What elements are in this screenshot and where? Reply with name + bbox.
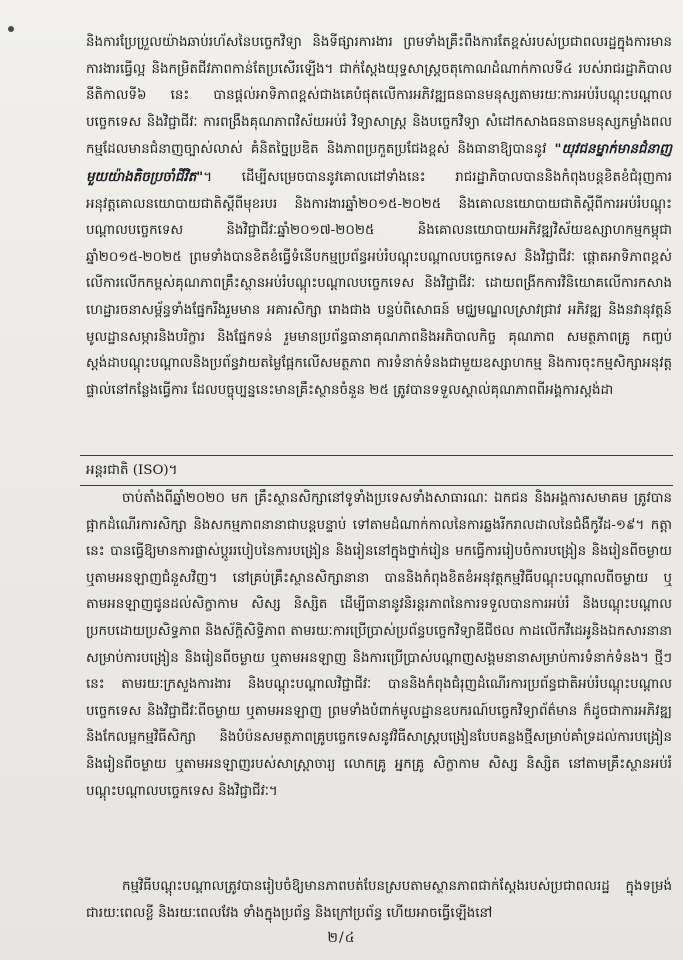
page-number: ២/៤: [327, 930, 356, 946]
fold-line-upper: [80, 455, 673, 456]
paragraph-2: [86, 486, 672, 805]
paragraph-1-emphasis: "យុវជនម្នាក់មានជំនាញមួយយ៉ាងតិចប្រចាំជីវិត": [86, 141, 672, 185]
paragraph-1-last-line: អន្តរជាតិ (ISO)។: [86, 463, 178, 478]
paragraph-3: [86, 874, 672, 927]
paragraph-1-continuation: ។ ដើម្បីសម្រេចបាននូវគោលដៅទាំងនេះ រាជរដ្ឋាភិបាលបាននិងកំពុងបន្តខិតខំជំរុញការអនុវត្តគោលនយោបាយជាតិស្តីពីមុខរបរ និងការងារឆ្នាំ២០១៥-២០២៥ និងគោលនយោបាយជាតិស្តីពីការអប់រំបណ្តុះបណ្តាលបច្ចេកទេស និងវិជ្ជាជីវៈឆ្នាំ២០១៧-២០២៥ និងគោលនយោបាយអភិវឌ្ឍវិស័យឧស្សាហកម្មកម្ពុជាឆ្នាំ២០១៥-២០២៥ ព្រមទាំងបានខិតខំធ្វើទំនើបកម្មប្រព័ន្ធអប់រំបណ្តុះបណ្តាលបច្ចេកទេស និងវិជ្ជាជីវៈ ផ្តោតអាទិភាពខ្ពស់លើការលើកកម្ពស់គុណភាពគ្រឹះស្ថានអប់រំបណ្តុះបណ្តាលបច្ចេកទេស និងវិជ្ជាជីវៈ ដោយពង្រីកការវិនិយោគលើការកសាងហេដ្ឋារចនាសម្ព័ន្ធទាំងផ្នែករឹងរួមមាន អគារសិក្សា រោងជាង បន្ទប់ពិសោធន៍ មជ្ឈមណ្ឌលស្រាវជ្រាវ អភិវឌ្ឍ និងនវានុវត្តន៍ មូលដ្ឋានសម្ភារនិងបរិក្ខារ និងផ្នែកទន់ រួមមានប្រព័ន្ធធានាគុណភាពនិងអភិបាលកិច្ច គុណភាព សមត្ថភាពគ្រូ កញ្ចប់ស្តង់ដាបណ្តុះបណ្តាលនិងប្រព័ន្ធវាយតម្លៃផ្អែកលើសមត្ថភាព ការទំនាក់ទំនងជាមួយឧស្សាហកម្ម និងការចុះកម្មសិក្សាអនុវត្តផ្ទាល់នៅកន្លែងធ្វើការ ដែលបច្ចុប្បន្ននេះមានគ្រឹះស្ថានចំនួន ២៥ ត្រូវបានទទួលស្គាល់គុណភាពពីអង្គការស្តង់ដា: [86, 169, 672, 398]
paragraph-1-text: និងការប្រែប្រួលយ៉ាងឆាប់រហ័សនៃបច្ចេកវិទ្យា និងទីផ្សារការងារ ព្រមទាំងគ្រឹះពឹងការតែខ្ពស់របស់ប្រជាពលរដ្ឋក្នុងការមានការងារធ្វើល្អ និងកម្រិតជីវភាពកាន់តែប្រសើរឡើង។ ជាក់ស្តែងយុទ្ធសាស្ត្រចតុកោណដំណាក់កាលទី៤ របស់រាជរដ្ឋាភិបាលនីតិកាលទី៦ នេះ បានផ្តល់អាទិភាពខ្ពស់ជាងគេបំផុតលើការអភិវឌ្ឍធនធានមនុស្សតាមរយៈការអប់រំបណ្តុះបណ្តាលបច្ចេកទេស និងវិជ្ជាជីវៈ ការពង្រឹងគុណភាពវិស័យអប់រំ វិទ្យាសាស្ត្រ និងបច្ចេកវិទ្យា សំដៅកសាងធនធានមនុស្សកម្លាំងពលកម្មដែលមានជំនាញច្បាស់លាស់ គំនិតច្នៃប្រឌិត និងភាពប្រកួតប្រជែងខ្ពស់ និងធានាឱ្យបាននូវ: [86, 35, 672, 158]
paragraph-2-text: ចាប់តាំងពីឆ្នាំ២០២០ មក គ្រឹះស្ថានសិក្សានៅទូទាំងប្រទេសទាំងសាធារណៈ ឯកជន និងអង្គការសមាគម ត្រូវបានផ្អាកដំណើរការសិក្សា និងសកម្មភាពនានាជាបន្តបន្ទាប់ ទៅតាមដំណាក់កាលនៃការឆ្លងរីករាលដាលនៃជំងឺកូវីដ-១៩។ កត្តានេះ បានធ្វើឱ្យមានការផ្លាស់ប្តូររបៀបនៃការបង្រៀន និងរៀននៅក្នុងថ្នាក់រៀន មកធ្វើការរៀបចំការបង្រៀន និងរៀនពីចម្ងាយ ឬតាមអនឡាញជំនួសវិញ។ នៅគ្រប់គ្រឹះស្ថានសិក្សានានា បាននិងកំពុងខិតខំអនុវត្តកម្មវិធីបណ្តុះបណ្តាលពីចម្ងាយ ឬតាមអនឡាញជូនដល់សិក្ខាកាម សិស្ស និស្សិត ដើម្បីធានានូវនិរន្តរភាពនៃការទទួលបានការអប់រំ និងបណ្តុះបណ្តាល ប្រកបដោយប្រសិទ្ធភាព និងស័ក្តិសិទ្ធិភាព តាមរយៈការប្រើប្រាស់ប្រព័ន្ធបច្ចេកវិទ្យាឌីជីថល កាដលើកវីដេអូនិងឯកសារនានាសម្រាប់ការបង្រៀន និងរៀនពីចម្ងាយ ឬតាមអនឡាញ និងការប្រើប្រាស់បណ្តាញសង្គមនានាសម្រាប់ការទំនាក់ទំនង។ ថ្មីៗនេះ តាមរយៈក្រសួងការងារ និងបណ្តុះបណ្តាលវិជ្ជាជីវៈ បាននិងកំពុងជំរុញដំណើរការប្រព័ន្ធជាតិអប់រំបណ្តុះបណ្តាលបច្ចេកទេស និងវិជ្ជាជីវៈពីចម្ងាយ ឬតាមអនឡាញ ព្រមទាំងបំពាក់មូលដ្ឋានឧបករណ៍បច្ចេកវិទ្យាព័ត៌មាន ក៏ដូចជាការអភិវឌ្ឍនិងកែលម្អកម្មវិធីសិក្សា និងបំប៉នសមត្ថភាពគ្រូបច្ចេកទេសនូវវិធីសាស្ត្របង្រៀនបែបគន្លងថ្មីសម្រាប់គាំទ្រដល់ការបង្រៀន និងរៀនពីចម្ងាយ ឬតាមអនឡាញរបស់សាស្ត្រាចារ្យ លោកគ្រូ អ្នកគ្រូ សិក្ខាកាម សិស្ស និស្សិត នៅតាមគ្រឹះស្ថានអប់រំបណ្តុះបណ្តាលបច្ចេកទេស និងវិជ្ជាជីវៈ។: [86, 491, 672, 799]
punch-hole-mark: [8, 26, 14, 32]
paragraph-1: [86, 30, 672, 404]
paragraph-3-text: កម្មវិធីបណ្តុះបណ្តាលត្រូវបានរៀបចំឱ្យមានភាពបត់បែនស្របតាមស្ថានភាពជាក់ស្តែងរបស់ប្រជាពលរដ្ឋ ក្នុងទម្រង់ជារយៈពេលខ្លី និងរយៈពេលវែង ទាំងក្នុងប្រព័ន្ធ និងក្រៅប្រព័ន្ធ ហើយអាចធ្វើឡើងនៅ: [86, 879, 672, 921]
